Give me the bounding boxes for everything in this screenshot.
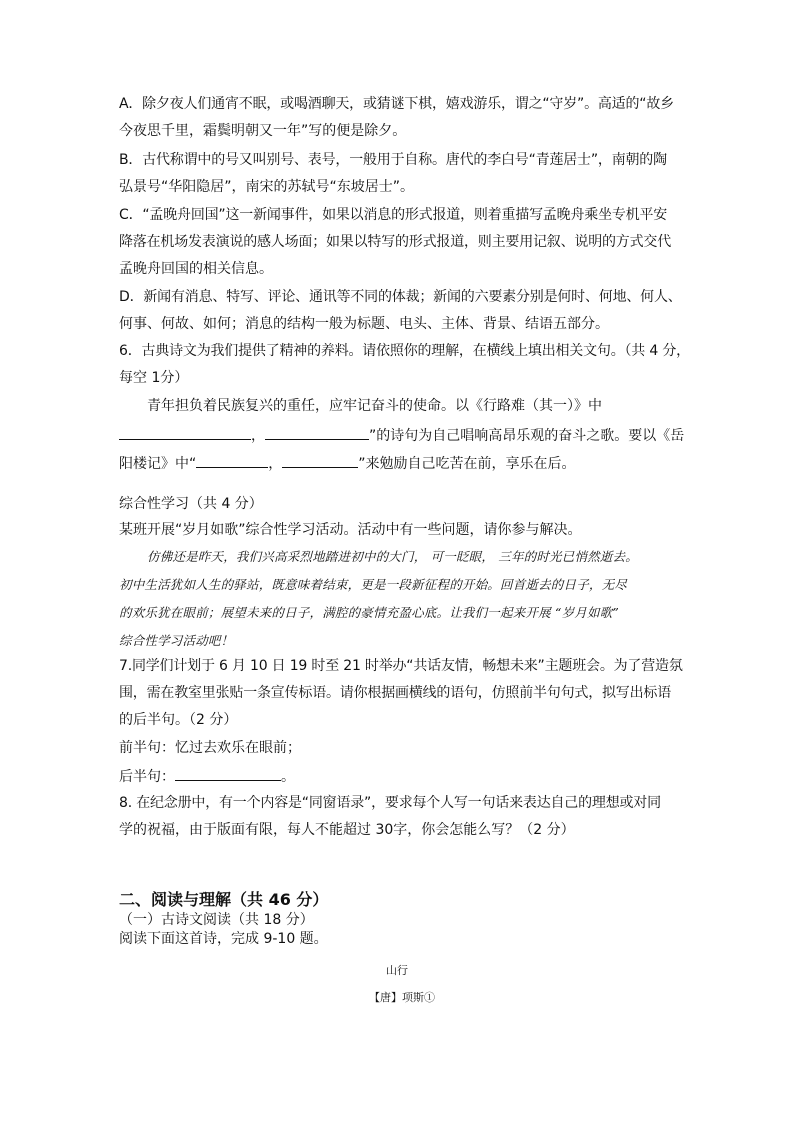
poem-title: 山行 xyxy=(386,964,408,977)
back-half-sentence: 后半句： 。 xyxy=(119,765,295,787)
question-8-line-2: 学的祝福，由于版面有限，每人不能超过 30字，你会怎能么写？（2 分） xyxy=(119,822,575,838)
poem-author: 【唐】项斯① xyxy=(369,991,435,1004)
fill-blank-3[interactable] xyxy=(196,452,268,468)
question-7-line-2: 围，需在教室里张贴一条宣传标语。请你根据画横线的语句，仿照前半句句式，拟写出标语 xyxy=(119,685,671,701)
option-b-line-1: B．古代称谓中的号又叫别号、表号，一般用于自称。唐代的李白号“青莲居士”，南朝的陶 xyxy=(119,152,667,168)
option-c-line-2: 降落在机场发表演说的感人场面；如果以特写的形式报道，则主要用记叙、说明的方式交代 xyxy=(119,234,671,250)
question-7-line-1: 7.同学们计划于 6 月 10 日 19 时至 21 时举办“共话友情，畅想未来”主题班会。为了营造氛 xyxy=(119,658,683,674)
question-6-line-3: 青年担负着民族复兴的重任，应牢记奋斗的使命。以《行路难（其一）》中 xyxy=(147,398,602,414)
section-2-subtitle: （一）古诗文阅读（共 18 分） xyxy=(119,912,314,928)
passage-line-1: 仿佛还是昨天，我们兴高采烈地踏进初中的大门， 可一眨眼， 三年的时光已悄然逝去。 xyxy=(147,549,638,564)
front-half-sentence: 前半句：忆过去欢乐在眼前； xyxy=(119,740,301,756)
fill-blank-2[interactable] xyxy=(265,424,369,440)
section-2-instruction: 阅读下面这首诗，完成 9-10 题。 xyxy=(119,931,328,947)
answer-blank[interactable] xyxy=(175,765,281,781)
integrated-study-intro: 某班开展“岁月如歌”综合性学习活动。活动中有一些问题，请你参与解决。 xyxy=(119,522,582,538)
option-c-line-1: C．“孟晚舟回国”这一新闻事件，如果以消息的形式报道，则着重描写孟晚舟乘坐专机平安 xyxy=(119,207,668,223)
section-2-title: 二、阅读与理解（共 46 分） xyxy=(119,890,329,909)
option-c-line-3: 孟晚舟回国的相关信息。 xyxy=(119,261,273,277)
question-6-line-5: 阳楼记》中“ ， ”来勉励自己吃苦在前，享乐在后。 xyxy=(119,452,576,474)
question-8-line-1: 8. 在纪念册中，有一个内容是“同窗语录”，要求每个人写一句话来表达自己的理想或对同 xyxy=(119,795,661,811)
question-6-line-4: ， ”的诗句为自己唱响高昂乐观的奋斗之歌。要以《岳 xyxy=(119,424,684,446)
option-a-line-2: 今夜思千里，霜鬓明朝又一年”写的便是除夕。 xyxy=(119,123,407,139)
fill-blank-1[interactable] xyxy=(119,424,251,440)
question-6-line-2: 每空 1分） xyxy=(119,370,189,386)
fill-blank-4[interactable] xyxy=(282,452,358,468)
passage-line-4: 综合性学习活动吧！ xyxy=(119,633,234,648)
option-b-line-2: 弘景号“华阳隐居”，南宋的苏轼号“东坡居士”。 xyxy=(119,179,415,195)
question-6-line-1: 6．古典诗文为我们提供了精神的养料。请依照你的理解，在横线上填出相关文句。（共 4 分， xyxy=(119,343,690,359)
option-a-line-1: A．除夕夜人们通宵不眠，或喝酒聊天，或猜谜下棋，嬉戏游乐，谓之“守岁”。高适的“故乡 xyxy=(119,96,674,112)
option-d-line-2: 何事、何故、如何；消息的结构一般为标题、电头、主体、背景、结语五部分。 xyxy=(119,316,609,332)
passage-line-2: 初中生活犹如人生的驿站，既意味着结束，更是一段新征程的开始。回首逝去的日子，无尽 xyxy=(119,577,628,592)
integrated-study-title: 综合性学习（共 4 分） xyxy=(119,496,263,512)
passage-line-3: 的欢乐犹在眼前；展望未来的日子，满腔的豪情充盈心底。让我们一起来开展 “岁月如歌” xyxy=(119,605,619,620)
option-d-line-1: D．新闻有消息、特写、评论、通讯等不同的体裁；新闻的六要素分别是何时、何地、何人、 xyxy=(119,289,682,305)
question-7-line-3: 的后半句。（2 分） xyxy=(119,712,238,728)
